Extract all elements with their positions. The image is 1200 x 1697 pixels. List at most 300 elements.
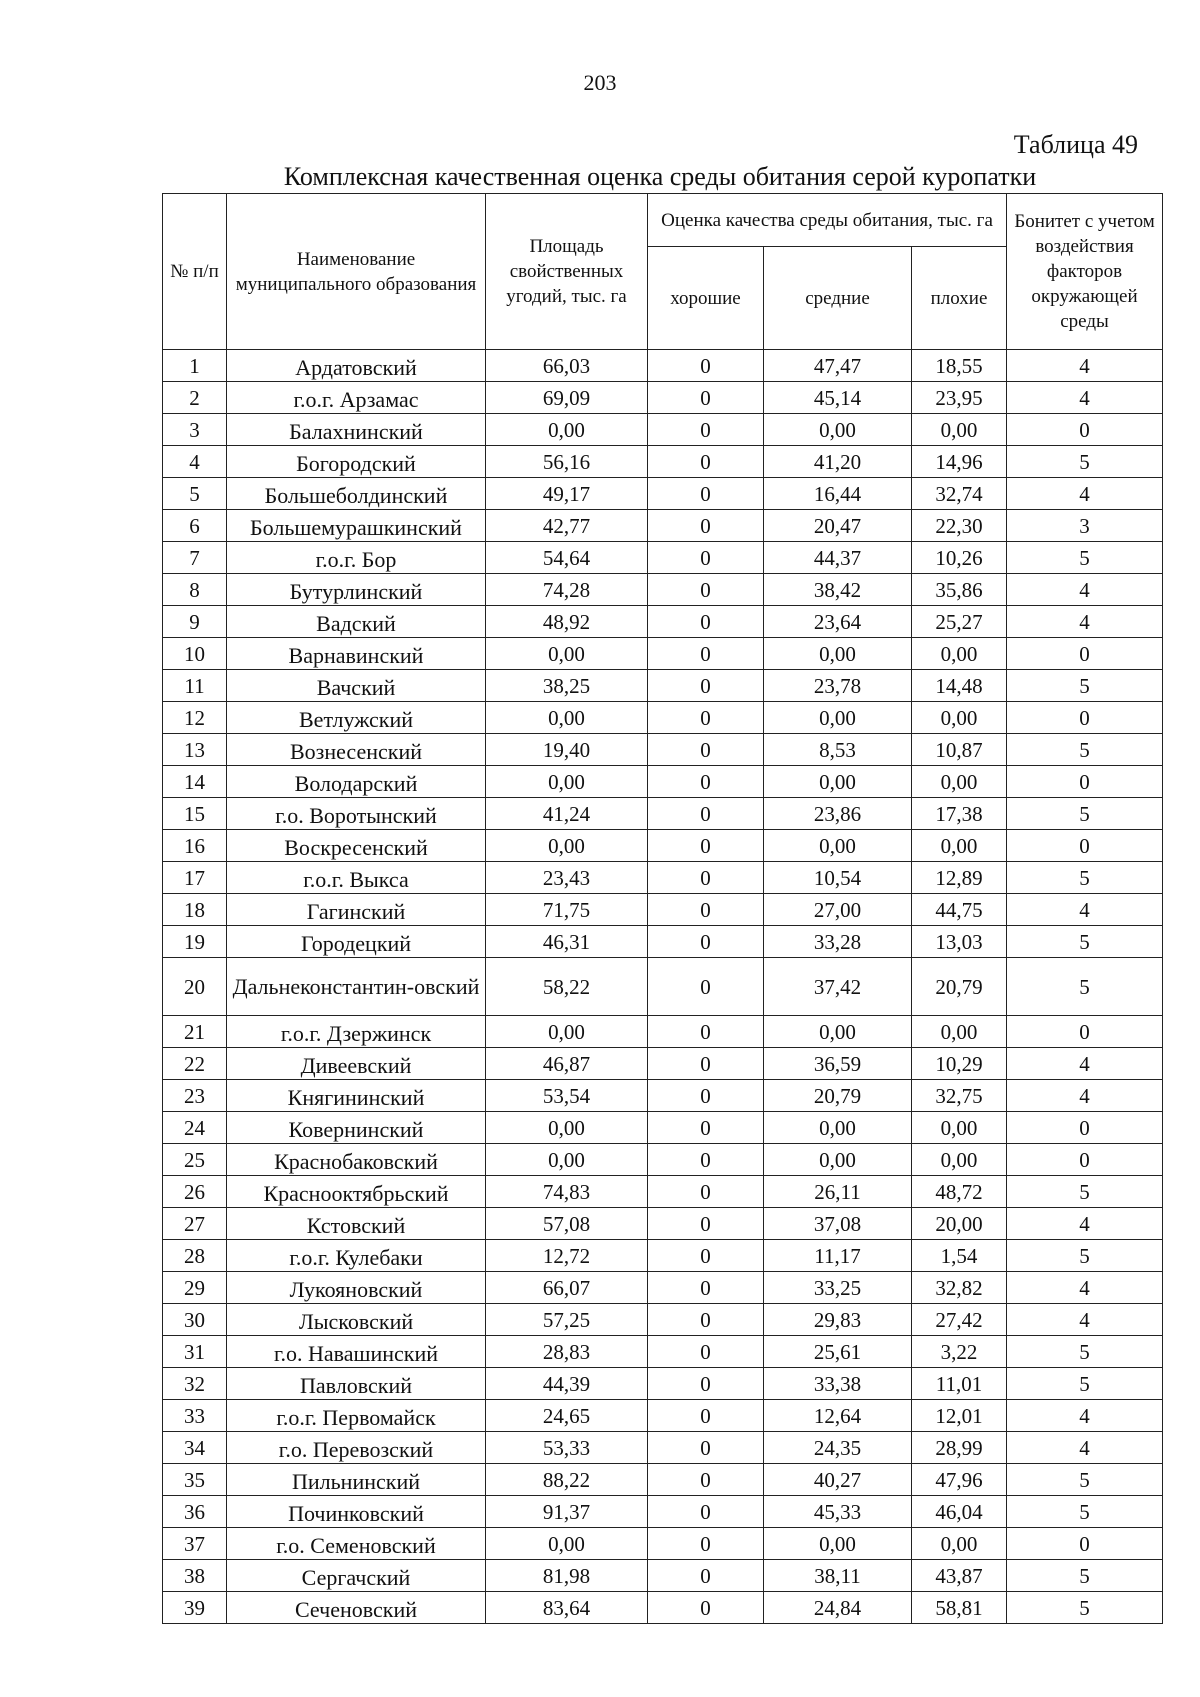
table-row [163, 1432, 1163, 1464]
bonitet-value: 5 [1007, 862, 1163, 894]
row-number: 38 [163, 1560, 227, 1592]
bad-value: 0,00 [912, 830, 1007, 862]
table-row [163, 1240, 1163, 1272]
bonitet-value: 4 [1007, 1432, 1163, 1464]
good-value: 0 [648, 862, 764, 894]
medium-value: 0,00 [764, 638, 912, 670]
good-value: 0 [648, 766, 764, 798]
table-header [163, 194, 1163, 350]
bad-value: 22,30 [912, 510, 1007, 542]
area-value: 56,16 [486, 446, 648, 478]
area-value: 24,65 [486, 1400, 648, 1432]
table-row [163, 350, 1163, 382]
good-value: 0 [648, 1176, 764, 1208]
municipality-name: Городецкий [227, 926, 486, 958]
medium-value: 33,28 [764, 926, 912, 958]
medium-value: 0,00 [764, 1112, 912, 1144]
table-row [163, 734, 1163, 766]
medium-value: 33,38 [764, 1368, 912, 1400]
bad-value: 3,22 [912, 1336, 1007, 1368]
good-value: 0 [648, 1464, 764, 1496]
row-number: 3 [163, 414, 227, 446]
good-value: 0 [648, 670, 764, 702]
good-value: 0 [648, 958, 764, 1016]
bad-value: 10,29 [912, 1048, 1007, 1080]
municipality-name: Ветлужский [227, 702, 486, 734]
bad-value: 20,00 [912, 1208, 1007, 1240]
municipality-name: г.о.г. Дзержинск [227, 1016, 486, 1048]
medium-value: 47,47 [764, 350, 912, 382]
table-row [163, 1208, 1163, 1240]
municipality-name: Богородский [227, 446, 486, 478]
table-row [163, 1176, 1163, 1208]
municipality-name: Большеболдинский [227, 478, 486, 510]
table-title: Комплексная качественная оценка среды обитания серой куропатки [283, 162, 1037, 191]
bad-value: 0,00 [912, 414, 1007, 446]
header-bad: плохие [912, 247, 1007, 350]
bad-value: 0,00 [912, 1528, 1007, 1560]
area-value: 0,00 [486, 766, 648, 798]
municipality-name: Пильнинский [227, 1464, 486, 1496]
area-value: 74,28 [486, 574, 648, 606]
area-value: 57,25 [486, 1304, 648, 1336]
medium-value: 45,33 [764, 1496, 912, 1528]
good-value: 0 [648, 926, 764, 958]
medium-value: 0,00 [764, 1016, 912, 1048]
good-value: 0 [648, 1272, 764, 1304]
good-value: 0 [648, 382, 764, 414]
area-value: 0,00 [486, 638, 648, 670]
municipality-name: Володарский [227, 766, 486, 798]
good-value: 0 [648, 350, 764, 382]
area-value: 54,64 [486, 542, 648, 574]
good-value: 0 [648, 510, 764, 542]
medium-value: 23,78 [764, 670, 912, 702]
area-value: 23,43 [486, 862, 648, 894]
table-row [163, 414, 1163, 446]
bad-value: 12,89 [912, 862, 1007, 894]
row-number: 4 [163, 446, 227, 478]
bad-value: 32,82 [912, 1272, 1007, 1304]
row-number: 9 [163, 606, 227, 638]
bonitet-value: 5 [1007, 446, 1163, 478]
medium-value: 16,44 [764, 478, 912, 510]
medium-value: 33,25 [764, 1272, 912, 1304]
municipality-name: г.о. Семеновский [227, 1528, 486, 1560]
medium-value: 0,00 [764, 830, 912, 862]
municipality-name: Краснооктябрьский [227, 1176, 486, 1208]
bonitet-value: 5 [1007, 1592, 1163, 1624]
bonitet-value: 0 [1007, 414, 1163, 446]
area-value: 0,00 [486, 830, 648, 862]
row-number: 34 [163, 1432, 227, 1464]
bonitet-value: 4 [1007, 894, 1163, 926]
bonitet-value: 5 [1007, 670, 1163, 702]
header-bonitet: Бонитет с учетом воздействия факторов окружающей среды [1007, 194, 1163, 350]
row-number: 13 [163, 734, 227, 766]
bonitet-value: 5 [1007, 1336, 1163, 1368]
bad-value: 46,04 [912, 1496, 1007, 1528]
municipality-name: Лукояновский [227, 1272, 486, 1304]
bad-value: 11,01 [912, 1368, 1007, 1400]
table-row [163, 1144, 1163, 1176]
page-number: 203 [583, 70, 617, 95]
table-row [163, 1496, 1163, 1528]
good-value: 0 [648, 830, 764, 862]
table-row [163, 1592, 1163, 1624]
bonitet-value: 4 [1007, 1208, 1163, 1240]
table-row [163, 382, 1163, 414]
area-value: 0,00 [486, 1144, 648, 1176]
good-value: 0 [648, 798, 764, 830]
bad-value: 58,81 [912, 1592, 1007, 1624]
municipality-name: Большемурашкинский [227, 510, 486, 542]
row-number: 36 [163, 1496, 227, 1528]
table-label: Таблица 49 [1013, 130, 1138, 159]
table-row [163, 894, 1163, 926]
municipality-name: г.о.г. Выкса [227, 862, 486, 894]
municipality-name: г.о.г. Первомайск [227, 1400, 486, 1432]
row-number: 2 [163, 382, 227, 414]
bonitet-value: 0 [1007, 766, 1163, 798]
bad-value: 17,38 [912, 798, 1007, 830]
bad-value: 0,00 [912, 766, 1007, 798]
table-body [163, 350, 1163, 1624]
row-number: 6 [163, 510, 227, 542]
bad-value: 14,96 [912, 446, 1007, 478]
row-number: 27 [163, 1208, 227, 1240]
bad-value: 12,01 [912, 1400, 1007, 1432]
medium-value: 23,64 [764, 606, 912, 638]
municipality-name: Вачский [227, 670, 486, 702]
row-number: 25 [163, 1144, 227, 1176]
header-num: № п/п [163, 194, 227, 350]
municipality-name: Сергачский [227, 1560, 486, 1592]
table-row [163, 1272, 1163, 1304]
table-row [163, 606, 1163, 638]
table-row [163, 798, 1163, 830]
bad-value: 35,86 [912, 574, 1007, 606]
bonitet-value: 5 [1007, 1496, 1163, 1528]
good-value: 0 [648, 478, 764, 510]
municipality-name: г.о.г. Бор [227, 542, 486, 574]
bad-value: 43,87 [912, 1560, 1007, 1592]
area-value: 44,39 [486, 1368, 648, 1400]
habitat-assessment-table [162, 193, 1163, 1624]
area-value: 81,98 [486, 1560, 648, 1592]
bad-value: 23,95 [912, 382, 1007, 414]
area-value: 91,37 [486, 1496, 648, 1528]
table-row [163, 1080, 1163, 1112]
good-value: 0 [648, 1112, 764, 1144]
area-value: 0,00 [486, 1112, 648, 1144]
bad-value: 0,00 [912, 1112, 1007, 1144]
medium-value: 26,11 [764, 1176, 912, 1208]
medium-value: 0,00 [764, 414, 912, 446]
municipality-name: Сеченовский [227, 1592, 486, 1624]
bonitet-value: 4 [1007, 1304, 1163, 1336]
row-number: 15 [163, 798, 227, 830]
row-number: 32 [163, 1368, 227, 1400]
row-number: 12 [163, 702, 227, 734]
row-number: 19 [163, 926, 227, 958]
area-value: 41,24 [486, 798, 648, 830]
municipality-name: г.о.г. Арзамас [227, 382, 486, 414]
table-row [163, 1016, 1163, 1048]
medium-value: 27,00 [764, 894, 912, 926]
good-value: 0 [648, 1304, 764, 1336]
bad-value: 0,00 [912, 1016, 1007, 1048]
medium-value: 0,00 [764, 766, 912, 798]
area-value: 66,07 [486, 1272, 648, 1304]
bad-value: 13,03 [912, 926, 1007, 958]
row-number: 26 [163, 1176, 227, 1208]
row-number: 33 [163, 1400, 227, 1432]
area-value: 74,83 [486, 1176, 648, 1208]
table-row [163, 1336, 1163, 1368]
area-value: 0,00 [486, 702, 648, 734]
bonitet-value: 0 [1007, 1528, 1163, 1560]
good-value: 0 [648, 638, 764, 670]
area-value: 53,33 [486, 1432, 648, 1464]
medium-value: 38,42 [764, 574, 912, 606]
medium-value: 37,42 [764, 958, 912, 1016]
municipality-name: Починковский [227, 1496, 486, 1528]
medium-value: 11,17 [764, 1240, 912, 1272]
row-number: 8 [163, 574, 227, 606]
area-value: 88,22 [486, 1464, 648, 1496]
area-value: 66,03 [486, 350, 648, 382]
good-value: 0 [648, 1208, 764, 1240]
good-value: 0 [648, 1240, 764, 1272]
area-value: 69,09 [486, 382, 648, 414]
table-row [163, 862, 1163, 894]
bad-value: 0,00 [912, 1144, 1007, 1176]
bonitet-value: 5 [1007, 542, 1163, 574]
row-number: 18 [163, 894, 227, 926]
bad-value: 28,99 [912, 1432, 1007, 1464]
table-row [163, 702, 1163, 734]
medium-value: 23,86 [764, 798, 912, 830]
bonitet-value: 3 [1007, 510, 1163, 542]
area-value: 42,77 [486, 510, 648, 542]
municipality-name: Вадский [227, 606, 486, 638]
area-value: 57,08 [486, 1208, 648, 1240]
bad-value: 0,00 [912, 702, 1007, 734]
municipality-name: Дальнеконстантин-овский [227, 958, 486, 1016]
area-value: 28,83 [486, 1336, 648, 1368]
municipality-name: Ковернинский [227, 1112, 486, 1144]
area-value: 71,75 [486, 894, 648, 926]
bad-value: 32,74 [912, 478, 1007, 510]
municipality-name: г.о. Навашинский [227, 1336, 486, 1368]
good-value: 0 [648, 1592, 764, 1624]
bad-value: 0,00 [912, 638, 1007, 670]
row-number: 1 [163, 350, 227, 382]
table-row [163, 926, 1163, 958]
bonitet-value: 0 [1007, 638, 1163, 670]
municipality-name: Княгининский [227, 1080, 486, 1112]
row-number: 5 [163, 478, 227, 510]
medium-value: 44,37 [764, 542, 912, 574]
good-value: 0 [648, 1400, 764, 1432]
area-value: 0,00 [486, 1528, 648, 1560]
municipality-name: Балахнинский [227, 414, 486, 446]
header-medium: средние [764, 247, 912, 350]
medium-value: 40,27 [764, 1464, 912, 1496]
good-value: 0 [648, 1144, 764, 1176]
bonitet-value: 0 [1007, 830, 1163, 862]
municipality-name: Лысковский [227, 1304, 486, 1336]
good-value: 0 [648, 702, 764, 734]
medium-value: 20,79 [764, 1080, 912, 1112]
table-row [163, 1464, 1163, 1496]
medium-value: 36,59 [764, 1048, 912, 1080]
bonitet-value: 0 [1007, 1016, 1163, 1048]
bad-value: 32,75 [912, 1080, 1007, 1112]
bad-value: 27,42 [912, 1304, 1007, 1336]
row-number: 14 [163, 766, 227, 798]
good-value: 0 [648, 1560, 764, 1592]
table-row [163, 1560, 1163, 1592]
row-number: 37 [163, 1528, 227, 1560]
bonitet-value: 5 [1007, 1368, 1163, 1400]
row-number: 21 [163, 1016, 227, 1048]
bonitet-value: 5 [1007, 1560, 1163, 1592]
municipality-name: г.о. Воротынский [227, 798, 486, 830]
row-number: 11 [163, 670, 227, 702]
row-number: 23 [163, 1080, 227, 1112]
good-value: 0 [648, 542, 764, 574]
bonitet-value: 5 [1007, 1240, 1163, 1272]
row-number: 28 [163, 1240, 227, 1272]
municipality-name: Ардатовский [227, 350, 486, 382]
table-row [163, 478, 1163, 510]
municipality-name: г.о.г. Кулебаки [227, 1240, 486, 1272]
medium-value: 24,84 [764, 1592, 912, 1624]
area-value: 83,64 [486, 1592, 648, 1624]
municipality-name: г.о. Перевозский [227, 1432, 486, 1464]
row-number: 30 [163, 1304, 227, 1336]
medium-value: 0,00 [764, 1528, 912, 1560]
area-value: 46,87 [486, 1048, 648, 1080]
bonitet-value: 4 [1007, 574, 1163, 606]
bonitet-value: 4 [1007, 1080, 1163, 1112]
header-good: хорошие [648, 247, 764, 350]
area-value: 0,00 [486, 414, 648, 446]
table-row [163, 830, 1163, 862]
table-row [163, 1048, 1163, 1080]
municipality-name: Бутурлинский [227, 574, 486, 606]
medium-value: 25,61 [764, 1336, 912, 1368]
row-number: 24 [163, 1112, 227, 1144]
table-row [163, 1112, 1163, 1144]
header-quality-group: Оценка качества среды обитания, тыс. га [648, 194, 1007, 247]
bonitet-value: 4 [1007, 478, 1163, 510]
municipality-name: Кстовский [227, 1208, 486, 1240]
table-row [163, 446, 1163, 478]
bonitet-value: 0 [1007, 1144, 1163, 1176]
good-value: 0 [648, 414, 764, 446]
area-value: 58,22 [486, 958, 648, 1016]
good-value: 0 [648, 1528, 764, 1560]
bonitet-value: 5 [1007, 734, 1163, 766]
medium-value: 38,11 [764, 1560, 912, 1592]
municipality-name: Вознесенский [227, 734, 486, 766]
bonitet-value: 4 [1007, 350, 1163, 382]
medium-value: 8,53 [764, 734, 912, 766]
bonitet-value: 4 [1007, 1400, 1163, 1432]
table-row [163, 1528, 1163, 1560]
medium-value: 10,54 [764, 862, 912, 894]
bad-value: 48,72 [912, 1176, 1007, 1208]
table-row [163, 958, 1163, 1016]
area-value: 53,54 [486, 1080, 648, 1112]
bad-value: 18,55 [912, 350, 1007, 382]
bad-value: 14,48 [912, 670, 1007, 702]
good-value: 0 [648, 606, 764, 638]
good-value: 0 [648, 734, 764, 766]
bad-value: 1,54 [912, 1240, 1007, 1272]
area-value: 38,25 [486, 670, 648, 702]
table-row [163, 542, 1163, 574]
row-number: 17 [163, 862, 227, 894]
table-row [163, 670, 1163, 702]
bonitet-value: 4 [1007, 382, 1163, 414]
area-value: 12,72 [486, 1240, 648, 1272]
bonitet-value: 5 [1007, 926, 1163, 958]
table-row [163, 638, 1163, 670]
good-value: 0 [648, 1496, 764, 1528]
bonitet-value: 4 [1007, 1272, 1163, 1304]
row-number: 16 [163, 830, 227, 862]
good-value: 0 [648, 1368, 764, 1400]
table-row [163, 574, 1163, 606]
medium-value: 37,08 [764, 1208, 912, 1240]
good-value: 0 [648, 894, 764, 926]
good-value: 0 [648, 1016, 764, 1048]
medium-value: 0,00 [764, 1144, 912, 1176]
row-number: 35 [163, 1464, 227, 1496]
header-name: Наименование муниципального образования [227, 194, 486, 350]
bad-value: 25,27 [912, 606, 1007, 638]
row-number: 29 [163, 1272, 227, 1304]
row-number: 31 [163, 1336, 227, 1368]
header-area: Площадь свойственных угодий, тыс. га [486, 194, 648, 350]
municipality-name: Краснобаковский [227, 1144, 486, 1176]
good-value: 0 [648, 1048, 764, 1080]
good-value: 0 [648, 446, 764, 478]
bonitet-value: 4 [1007, 606, 1163, 638]
area-value: 48,92 [486, 606, 648, 638]
medium-value: 29,83 [764, 1304, 912, 1336]
row-number: 10 [163, 638, 227, 670]
area-value: 0,00 [486, 1016, 648, 1048]
medium-value: 20,47 [764, 510, 912, 542]
municipality-name: Дивеевский [227, 1048, 486, 1080]
good-value: 0 [648, 1336, 764, 1368]
area-value: 49,17 [486, 478, 648, 510]
medium-value: 0,00 [764, 702, 912, 734]
bad-value: 44,75 [912, 894, 1007, 926]
row-number: 39 [163, 1592, 227, 1624]
table-row [163, 766, 1163, 798]
table-row [163, 1368, 1163, 1400]
medium-value: 41,20 [764, 446, 912, 478]
bonitet-value: 5 [1007, 1176, 1163, 1208]
municipality-name: Павловский [227, 1368, 486, 1400]
medium-value: 45,14 [764, 382, 912, 414]
